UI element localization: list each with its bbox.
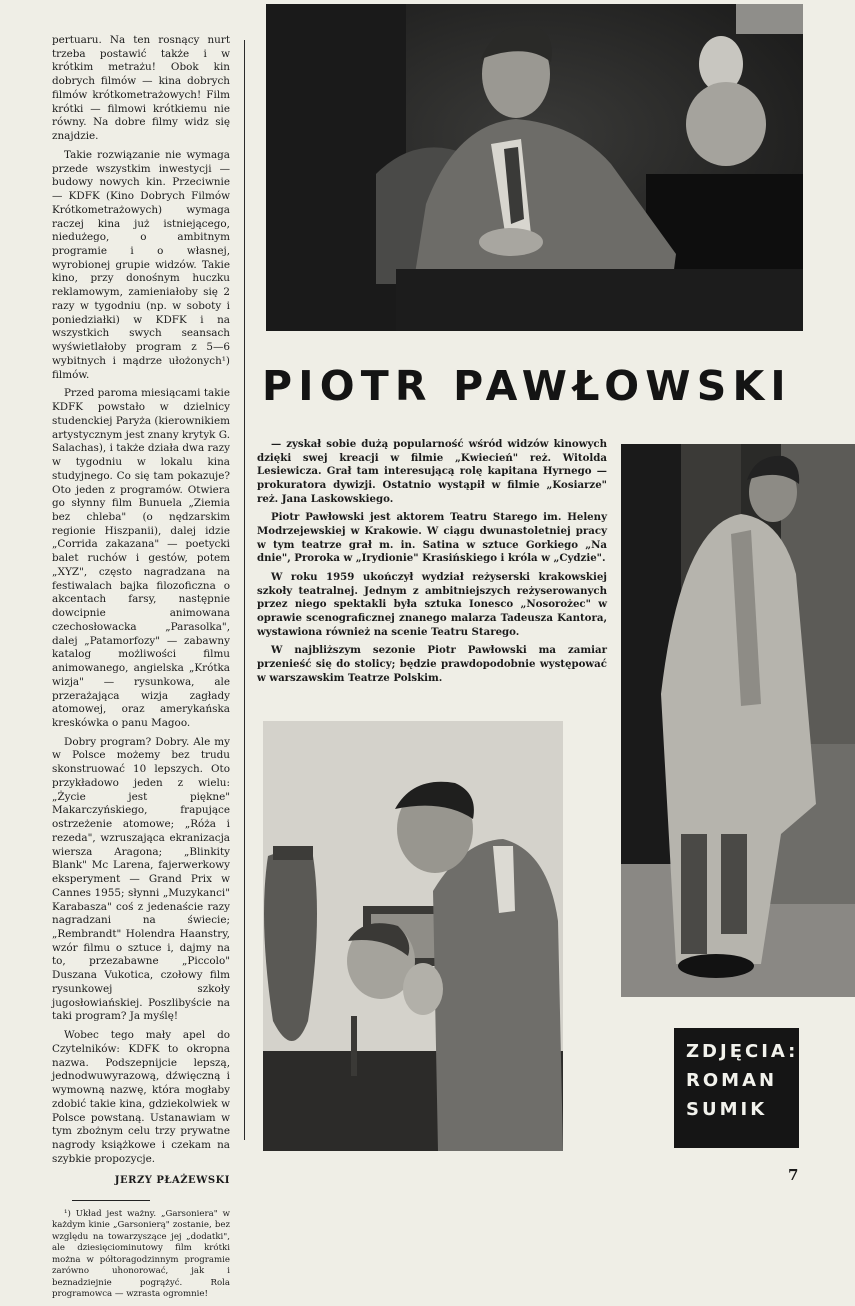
footnote: ¹) Układ jest ważny. „Garsoniera" w każdym kinie „Garsonierą" zostanie, bez względu na towarzyszące jej „dodatki", ale dziesięciominutowy film krótki można w półtoragodzinnym programie zarówno uhonorować, jak i beznadziejnie pogrążyć. Rola programowca — wzrasta ogromnie! <box>52 1208 230 1300</box>
photo-credit-box <box>674 1028 799 1148</box>
footnote-divider <box>72 1200 150 1201</box>
photographer-last-name: SUMIK <box>686 1098 768 1120</box>
credit-label: ZDJĘCIA: <box>686 1041 799 1062</box>
bio-paragraph: — zyskał sobie dużą popularność wśród widzów kinowych dzięki swej kreacji w filmie „Kwiecień" reż. Witolda Lesiewicza. Grał tam interesującą rolę kapitana Hyrnego — prokuratora dywizji. Ostatnio wystąpił w filmie „Kosiarze" reż. Jana Laskowskiego. <box>257 438 607 505</box>
actor-bio-column <box>257 438 607 690</box>
bio-paragraph: Piotr Pawłowski jest aktorem Teatru Starego im. Heleny Modrzejewskiej w Krakowie. W ciągu dwunastoletniej pracy w tym teatrze grał m. in. Satina w sztuce Gorkiego „Na dnie", Proroka w „Irydionie" Krasińskiego i króla w „Cydzie". <box>257 511 607 565</box>
photo-standing-coat <box>621 444 855 997</box>
author-signature: JERZY PŁAŻEWSKI <box>114 1175 230 1187</box>
page-number: 7 <box>788 1166 799 1184</box>
photo-seated-portrait <box>266 4 803 331</box>
bio-paragraph: W roku 1959 ukończył wydział reżyserski krakowskiej szkoły teatralnej. Jednym z ambitniejszych reżyserowanych przez niego spektakli była sztuka Ionesco „Nosorożec" w oprawie scenograficznej znanego malarza Tadeusza Kantora, wystawiona również na scenie Teatru Starego. <box>257 571 607 638</box>
article-paragraph: Przed paroma miesiącami takie KDFK powstało w dzielnicy studenckiej Paryża (kierownikiem artystycznym jest znany krytyk G. Salachas), i także działa dwa razy w tygodniu w lokalu kina studyjnego. Co się tam pokazuje? Oto jeden z programów. Otwiera go słynny film Bunuela „Ziemia bez chleba" (o nędzarskim regionie Hiszpanii), dalej idzie „Corrida zakazana" — poetycki balet ruchów i gestów, potem „XYZ", często nagradzana na festiwalach bajka filozoficzna o akcentach farsy, następnie dowcipnie animowana czechosłowacka „Parasolka", dalej „Patamorfozy" — zabawny katalog możliwości filmu animowanego, angielska „Krótka wizja" — rysunkowa, ale przerażająca wizja zagłady atomowej, oraz amerykańska kreskówka o panu Magoo. <box>52 387 231 729</box>
column-divider <box>244 40 245 1140</box>
photographer-first-name: ROMAN <box>686 1069 778 1091</box>
article-paragraph: pertuaru. Na ten rosnący nurt trzeba postawić także i w krótkim metrażu! Obok kin dobrych filmów — kina dobrych filmów krótkometrażowych! Film krótki — filmowi krótkiemu nie równy. Na dobre filmy widz się znajdzie. <box>52 34 230 143</box>
left-article-column <box>52 34 230 1306</box>
article-paragraph: Wobec tego mały apel do Czytelników: KDFK to okropna nazwa. Podszepnijcie lepszą, jednodwuwyrazową, dźwięczną i wymowną nazwę, która mogłaby zdobić takie kina, gdziekolwiek w Polsce powstaną. Ustanawiam w tym zbożnym celu trzy prywatne nagrody książkowe i czekam na szybkie propozycje. <box>52 1029 230 1165</box>
article-paragraph: Takie rozwiązanie nie wymaga przede wszystkim inwestycji — budowy nowych kin. Przeciwnie — KDFK (Kino Dobrych Filmów Krótkometrażowych) wymaga raczej kina już istniejącego, niedużego, o ambitnym programie i o własnej, wyrobionej grupie widzów. Takie kino, przy donośnym huczku reklamowym, zamieniałoby się 2 razy w tygodniu (np. w soboty i poniedziałki) w KDFK i na wszystkich swych seansach wyświetlałoby program z 5—6 wybitnych i mądrze ułożonych¹) filmów. <box>52 148 230 381</box>
photo-with-bust <box>263 721 563 1151</box>
page-title: PIOTR PAWŁOWSKI <box>262 362 792 410</box>
article-paragraph: Dobry program? Dobry. Ale my w Polsce możemy bez trudu skonstruować 10 lepszych. Oto przykładowo jeden z wielu: „Życie jest piękne" Makarczyńskiego, frapujące ostrzeżenie atomowe; „Róża i rezeda", wzruszająca ekranizacja wiersza Aragona; „Blinkity Blank" Mc Larena, fajerwerkowy eksperyment — Grand Prix w Cannes 1955; słynni „Muzykanci" Karabasza" coś z jedenaście razy nagradzani na świecie; „Rembrandt" Holendra Haanstry, wzór filmu o sztuce i, dajmy na to, przezabawne „Piccolo" Duszana Vukotica, czołowy film rysunkowej szkoły jugosłowiańskiej. Poszlibyście na taki program? Ja myślę! <box>52 735 230 1023</box>
bio-paragraph: W najbliższym sezonie Piotr Pawłowski ma zamiar przenieść się do stolicy; będzie prawdopodobnie występować w warszawskim Teatrze Polskim. <box>257 644 607 684</box>
